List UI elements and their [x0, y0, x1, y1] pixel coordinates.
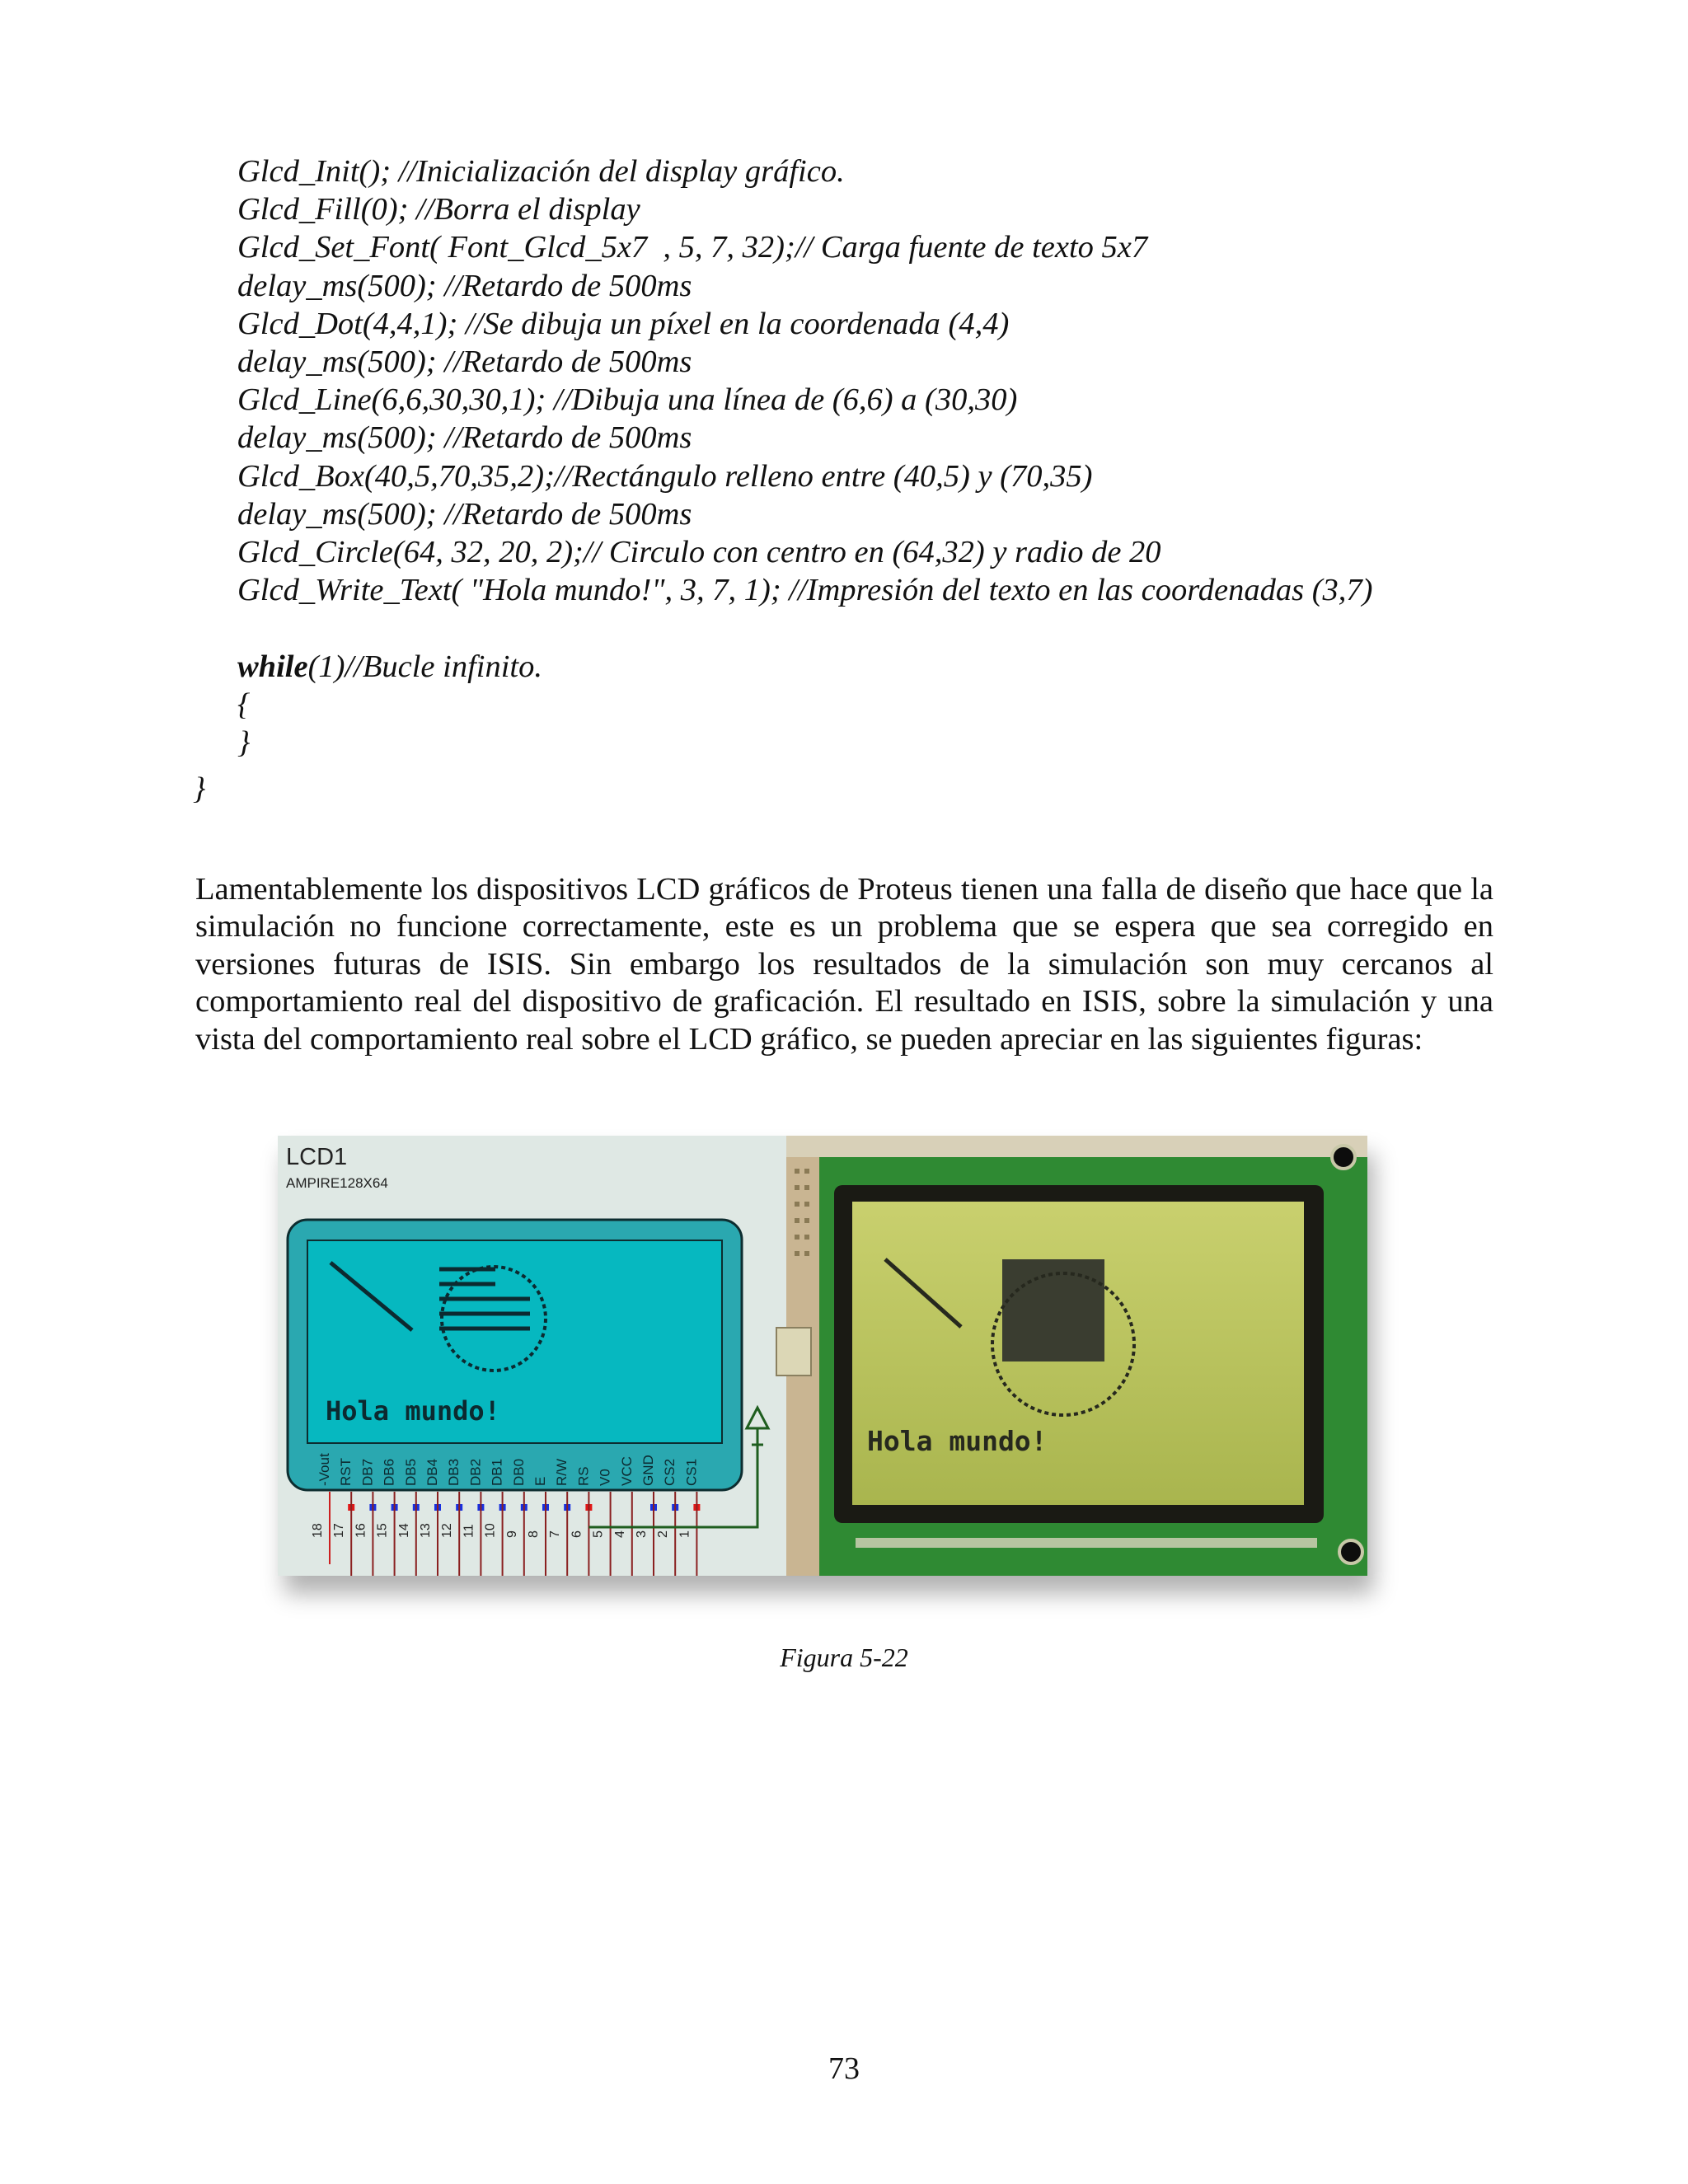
pin-number: 8 — [527, 1530, 541, 1538]
pin-number: 5 — [591, 1530, 606, 1538]
pin-label: CS2 — [662, 1458, 678, 1486]
pin-label: E — [532, 1476, 548, 1486]
code-outer-close-brace: } — [193, 771, 206, 806]
pin-number: 12 — [440, 1523, 455, 1538]
code-line: delay_ms(500); //Retardo de 500ms — [237, 420, 692, 456]
figure-caption: Figura 5-22 — [780, 1643, 908, 1672]
code-line: Glcd_Dot(4,4,1); //Se dibuja un píxel en la coordenada (4,4) — [237, 306, 1010, 341]
pin-label: GND — [640, 1455, 656, 1486]
code-line: Glcd_Init(); //Inicialización del display gráfico. — [237, 154, 845, 189]
pin-label: DB6 — [381, 1458, 397, 1486]
body-paragraph: Lamentablemente los dispositivos LCD gráficos de Proteus tienen una falla de diseño que hace que la simulación no funcione correctamente, este es un problema que se espera que sea corregido en versiones futuras de ISIS. Sin embargo los resultados de la simulación son muy cercanos al comportamiento real del dispositivo de graficación. El resultado en ISIS, sobre la simulación y una vista del comportamiento real sobre el LCD gráfico, se pueden apreciar en las siguientes figuras: — [195, 871, 1493, 1057]
code-line: Glcd_Write_Text( "Hola mundo!", 3, 7, 1); //Impresión del texto en las coordenadas (3,7) — [237, 573, 1373, 608]
pin-number: 4 — [612, 1530, 627, 1538]
while-condition: (1)//Bucle infinito. — [307, 649, 542, 684]
pin-label: DB7 — [359, 1458, 376, 1486]
code-while-line — [237, 648, 1372, 686]
photo-screen-text: Hola mundo! — [867, 1425, 1048, 1457]
real-lcd-photo-panel — [776, 1136, 1367, 1576]
pin-number: 14 — [396, 1523, 411, 1538]
pin-number: 2 — [656, 1530, 671, 1538]
pin-number: 15 — [375, 1523, 390, 1538]
photo-breadboard-strip — [786, 1136, 1367, 1157]
code-blank-line — [237, 609, 1372, 647]
pin-label: DB0 — [510, 1458, 527, 1486]
pin-label: DB5 — [402, 1458, 419, 1486]
mounting-hole-bottom — [1339, 1540, 1362, 1563]
pin-label: DB4 — [424, 1458, 440, 1486]
code-listing — [237, 152, 1372, 762]
code-line: Glcd_Fill(0); //Borra el display — [237, 192, 640, 227]
pin-label: RS — [575, 1466, 592, 1486]
pin-number: 7 — [548, 1530, 563, 1538]
pin-number: 6 — [570, 1530, 584, 1538]
code-inner-close-brace: } — [237, 725, 251, 761]
code-line: Glcd_Set_Font( Font_Glcd_5x7 , 5, 7, 32);// Carga fuente de texto 5x7 — [237, 230, 1148, 265]
pin-label: -Vout — [316, 1453, 332, 1486]
pin-label: V0 — [597, 1469, 613, 1486]
pin-label: R/W — [554, 1458, 570, 1486]
pin-number: 16 — [354, 1523, 368, 1538]
code-line: Glcd_Box(40,5,70,35,2);//Rectángulo relleno entre (40,5) y (70,35) — [237, 458, 1093, 494]
while-keyword: while — [237, 649, 308, 684]
code-line: Glcd_Line(6,6,30,30,1); //Dibuja una línea de (6,6) a (30,30) — [237, 382, 1018, 418]
pin-number: 9 — [504, 1530, 519, 1538]
mounting-hole-top — [1332, 1146, 1355, 1169]
code-line: delay_ms(500); //Retardo de 500ms — [237, 344, 692, 380]
proteus-simulation-panel — [278, 1136, 786, 1576]
pin-label: DB2 — [467, 1458, 484, 1486]
code-open-brace: { — [237, 687, 251, 722]
sim-screen-text: Hola mundo! — [326, 1395, 500, 1427]
code-line: delay_ms(500); //Retardo de 500ms — [237, 496, 692, 532]
pin-label: DB3 — [446, 1458, 462, 1486]
component-ref: LCD1 — [286, 1144, 348, 1170]
photo-filled-box — [1002, 1259, 1104, 1361]
pin-label: CS1 — [683, 1458, 700, 1486]
pin-number: 18 — [311, 1523, 325, 1538]
component-model: AMPIRE128X64 — [286, 1175, 388, 1191]
pin-number: 10 — [483, 1523, 498, 1538]
code-line: Glcd_Circle(64, 32, 20, 2);// Circulo con centro en (64,32) y radio de 20 — [237, 535, 1161, 570]
pin-number: 11 — [462, 1524, 476, 1538]
pin-label: VCC — [618, 1456, 635, 1486]
photo-connector — [776, 1328, 811, 1376]
page-number: 73 — [828, 2051, 860, 2086]
pin-number: 13 — [419, 1523, 433, 1538]
figure-lcd-comparison — [278, 1136, 1367, 1576]
code-line: delay_ms(500); //Retardo de 500ms — [237, 268, 692, 303]
pin-label: RST — [338, 1458, 354, 1486]
pin-number: 17 — [332, 1523, 347, 1538]
photo-pin-header — [856, 1538, 1317, 1548]
pin-number: 3 — [635, 1530, 649, 1538]
pin-label: DB1 — [489, 1458, 505, 1486]
pin-number: 1 — [678, 1530, 692, 1538]
